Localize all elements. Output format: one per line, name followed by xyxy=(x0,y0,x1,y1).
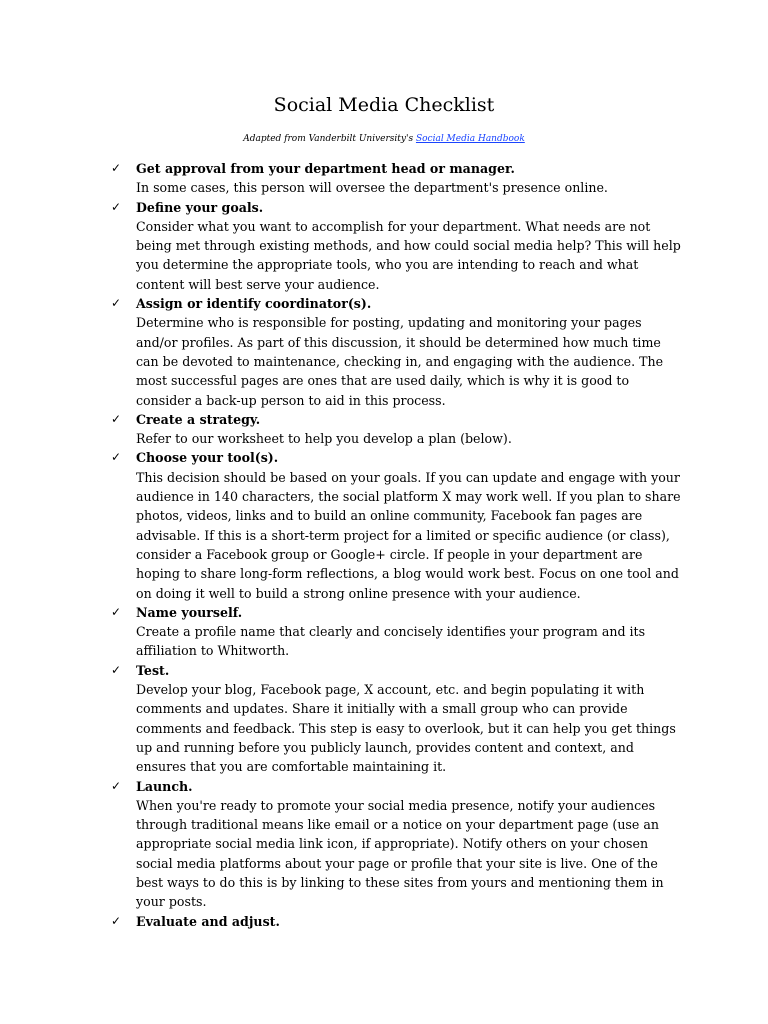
subtitle-prefix: Adapted from Vanderbilt University's xyxy=(243,134,416,144)
item-body: Consider what you want to accomplish for your department. What needs are not being met through existing methods, and how could social media help? This will help you determine the appropriate tools, who you are intending to reach and what content will best serve your audience. xyxy=(136,218,681,292)
item-body: In some cases, this person will oversee the department's presence online. xyxy=(136,180,608,196)
item-heading: Get approval from your department head or manager. xyxy=(136,161,515,176)
item-body: Create a profile name that clearly and concisely identifies your program and its affiliation to Whitworth. xyxy=(136,624,646,659)
checkmark-icon: ✓ xyxy=(111,913,122,928)
handbook-link[interactable]: Social Media Handbook xyxy=(415,134,525,144)
item-heading: Assign or identify coordinator(s). xyxy=(136,296,372,312)
checkmark-icon: ✓ xyxy=(111,411,122,426)
subtitle xyxy=(0,132,768,146)
checklist-item xyxy=(111,912,681,931)
checkmark-icon: ✓ xyxy=(111,662,122,677)
checkmark-icon: ✓ xyxy=(111,778,122,793)
item-heading: Choose your tool(s). xyxy=(136,450,279,466)
checkmark-icon: ✓ xyxy=(111,450,122,465)
item-heading: Evaluate and adjust. xyxy=(136,913,280,929)
checkmark-icon: ✓ xyxy=(111,199,122,214)
item-heading: Launch. xyxy=(136,778,193,794)
item-body: Determine who is responsible for posting, updating and monitoring your pages and/or profiles. As part of this discussion, it should be determined how much time can be devoted to maintenance, checking in, and engaging with the audience. The most successful pages are ones that are used daily, which is why it is good to consider a back-up person to aid in this process. xyxy=(136,315,664,408)
item-body: This decision should be based on your goals. If you can update and engage with your audience in 140 characters, the social platform X may work well. If you plan to share photos, videos, links and to build an online community, Facebook fan pages are advisable. If this is a short-term project for a limited or specific audience (or class), consider a Facebook group or Google+ circle. If people in your department are hoping to share long-form reflections, a blog would work best. Focus on one tool and on doing it well to build a strong online presence with your audience. xyxy=(136,469,681,601)
checklist xyxy=(111,159,681,931)
item-body: When you're ready to promote your social media presence, notify your audiences through traditional means like email or a notice on your department page (use an appropriate social media link icon, if appropriate). Notify others on your chosen social media platforms about your page or profile that your site is live. One of the best ways to do this is by linking to these sites from yours and mentioning them in your posts. xyxy=(136,797,664,910)
checkmark-icon: ✓ xyxy=(111,604,122,619)
item-body: Refer to our worksheet to help you develop a plan (below). xyxy=(136,431,512,447)
checklist-item xyxy=(111,603,681,661)
checklist-item xyxy=(111,448,681,602)
checklist-item xyxy=(111,198,681,294)
checklist-item xyxy=(111,777,681,912)
item-heading: Name yourself. xyxy=(136,604,243,620)
checklist-item xyxy=(111,294,681,410)
item-body: Develop your blog, Facebook page, X account, etc. and begin populating it with comments and updates. Share it initially with a small group who can provide comments and feedback. This step is easy to overlook, but it can help you get things up and running before you publicly launch, provides content and context, and ensures that you are comfortable maintaining it. xyxy=(136,682,676,775)
checkmark-icon: ✓ xyxy=(111,296,122,311)
checkmark-icon: ✓ xyxy=(111,161,122,175)
item-heading: Define your goals. xyxy=(136,199,264,215)
checklist-item xyxy=(111,661,681,777)
checklist-item xyxy=(111,410,681,449)
page-title: Social Media Checklist xyxy=(273,94,495,116)
item-heading: Test. xyxy=(136,662,170,678)
checklist-item xyxy=(111,159,681,198)
item-heading: Create a strategy. xyxy=(136,411,261,427)
